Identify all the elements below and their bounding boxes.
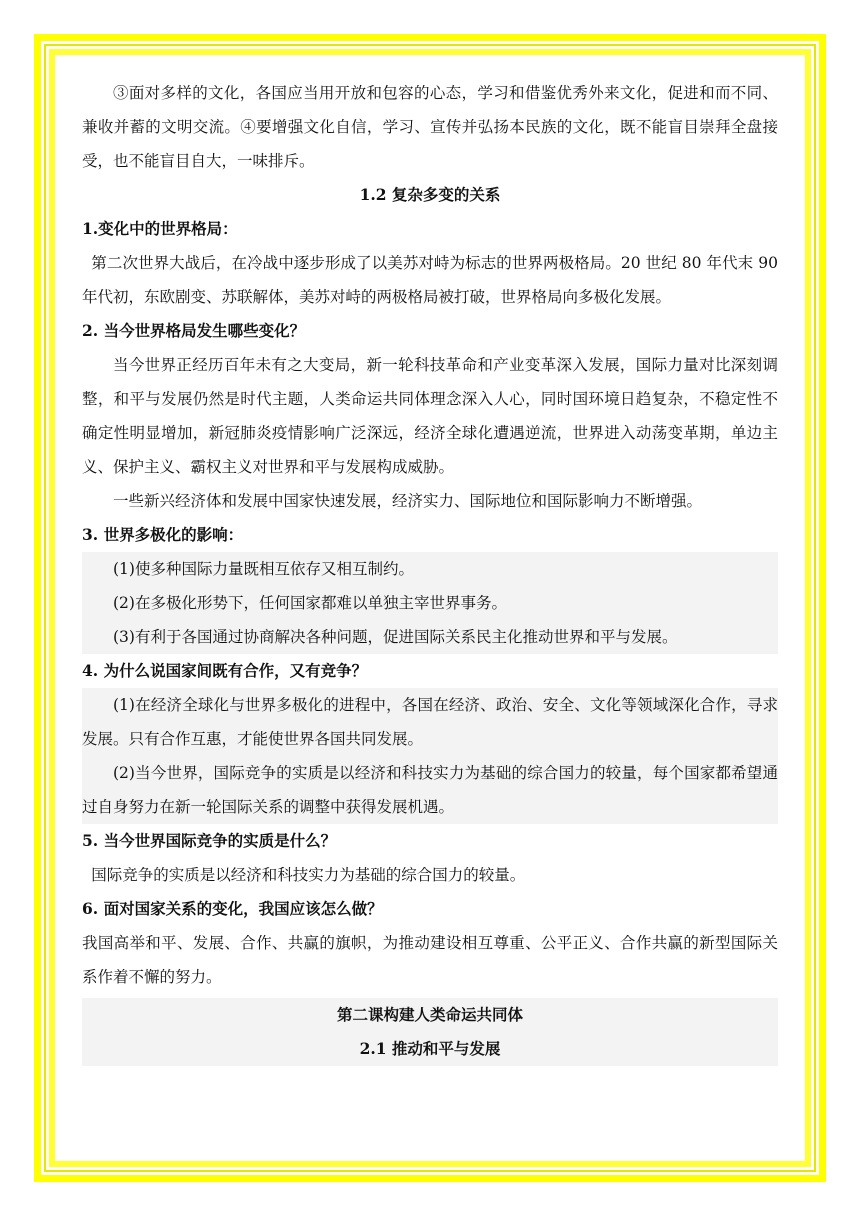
question-3-heading: 3. 世界多极化的影响： [82, 525, 244, 544]
lesson-2-header [82, 998, 778, 1066]
list-item: (2)在多极化形势下，任何国家都难以单独主宰世界事务。 [113, 594, 507, 612]
question-3-answer-block [82, 552, 778, 654]
question-2-answer-1: 当今世界正经历百年未有之大变局，新一轮科技革命和产业变革深入发展，国际力量对比深刻调整，和平与发展仍然是时代主题，人类命运共同体理念深入人心，同时国环境日趋复杂，不稳定性不确定性明显增加，新冠肺炎疫情影响广泛深远，经济全球化遭遇逆流，世界进入动荡变革期，单边主义、保护主义、霸权主义对世界和平与发展构成威胁。 [82, 356, 778, 476]
question-5-answer: 国际竞争的实质是以经济和科技实力为基础的综合国力的较量。 [91, 866, 526, 884]
question-2-answer-2: 一些新兴经济体和发展中国家快速发展，经济实力、国际地位和国际影响力不断增强。 [113, 492, 703, 510]
list-item: (1)在经济全球化与世界多极化的进程中，各国在经济、政治、安全、文化等领域深化合作，寻求发展。只有合作互惠，才能使世界各国共同发展。 [82, 696, 778, 748]
question-1-heading: 1.变化中的世界格局： [82, 219, 238, 238]
list-item: (2)当今世界，国际竞争的实质是以经济和科技实力为基础的综合国力的较量，每个国家都希望通过自身努力在新一轮国际关系的调整中获得发展机遇。 [82, 764, 778, 816]
list-item: (1)使多种国际力量既相互依存又相互制约。 [113, 560, 414, 578]
section-title: 1.2 复杂多变的关系 [359, 185, 501, 204]
document-body [82, 76, 778, 1066]
question-4-answer-block [82, 688, 778, 824]
question-4-heading: 4. 为什么说国家间既有合作，又有竞争？ [82, 661, 368, 680]
question-1-answer: 第二次世界大战后，在冷战中逐步形成了以美苏对峙为标志的世界两极格局。20 世纪 80 年代末 90 年代初，东欧剧变、苏联解体，美苏对峙的两极格局被打破，世界格局向多极化发展。 [82, 254, 778, 306]
list-item: (3)有利于各国通过协商解决各种问题，促进国际关系民主化推动世界和平与发展。 [113, 628, 678, 646]
question-2-heading: 2. 当今世界格局发生哪些变化？ [82, 321, 306, 340]
lesson-2-section: 2.1 推动和平与发展 [359, 1039, 501, 1058]
question-6-heading: 6. 面对国家关系的变化，我国应该怎么做？ [82, 899, 383, 918]
question-6-answer: 我国高举和平、发展、合作、共赢的旗帜，为推动建设相互尊重、公平正义、合作共赢的新型国际关系作着不懈的努力。 [82, 934, 778, 986]
lesson-2-title: 第二课构建人类命运共同体 [336, 1005, 523, 1024]
question-5-heading: 5. 当今世界国际竞争的实质是什么？ [82, 831, 337, 850]
intro-paragraph: ③面对多样的文化，各国应当用开放和包容的心态，学习和借鉴优秀外来文化，促进和而不同、兼收并蓄的文明交流。④要增强文化自信，学习、宣传并弘扬本民族的文化，既不能盲目崇拜全盘接受，也不能盲目自大，一味排斥。 [82, 84, 778, 170]
